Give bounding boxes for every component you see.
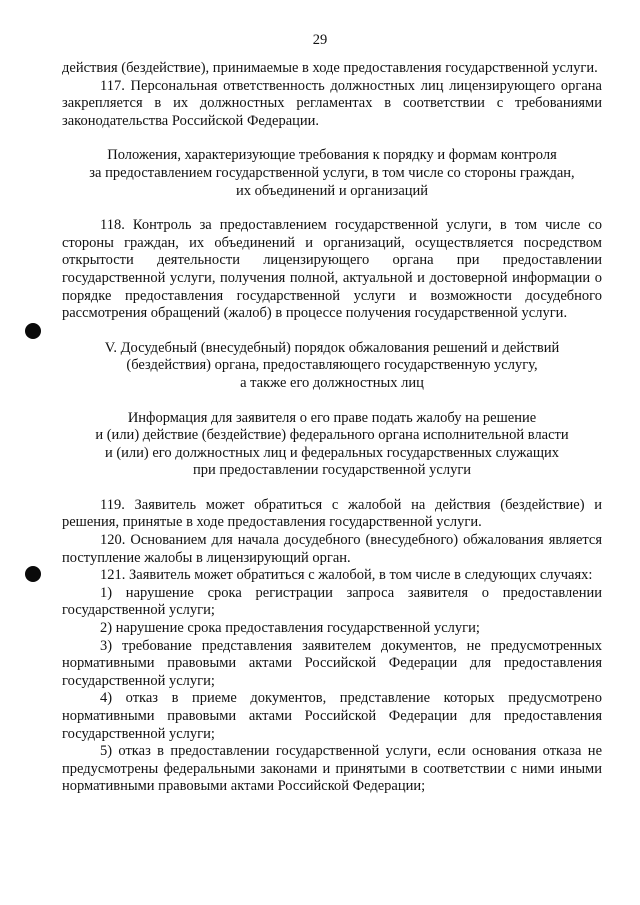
heading-line: при предоставлении государственной услуги — [192, 462, 472, 479]
heading-line: V. Досудебный (внесудебный) порядок обжалования решений и действий — [104, 339, 560, 356]
heading-line: их объединений и организаций — [235, 182, 429, 199]
section-heading-complaint-info — [62, 410, 602, 480]
page-number: 29 — [312, 32, 328, 48]
heading-line: Положения, характеризующие требования к порядку и формам контроля — [107, 147, 557, 164]
paragraph-117: 117. Персональная ответственность должностных лиц лицензирующего органа закрепляется в их должностных регламентах в соответствии с требованиями законодательства Российской Федерации. — [62, 77, 602, 129]
list-item-1: 1) нарушение срока регистрации запроса заявителя о предоставлении государственной услуги; — [62, 584, 602, 619]
section-heading-control — [62, 147, 602, 200]
heading-line: и (или) действие (бездействие) федерального органа исполнительной власти — [95, 427, 569, 444]
section-heading-chapter-v — [62, 340, 602, 393]
paragraph-120: 120. Основанием для начала досудебного (внесудебного) обжалования является поступление жалобы в лицензирующий орган. — [62, 532, 602, 566]
list-item-5: 5) отказ в предоставлении государственной услуги, если основания отказа не предусмотрены федеральными законами и принятыми в соответствии с ними иными нормативными правовыми актами Российской Федерации; — [62, 743, 602, 795]
paragraph-118: 118. Контроль за предоставлением государственной услуги, в том числе со стороны граждан, их объединений и организаций, осуществляется посредством открытости деятельности лицензирующего органа при предоставлении государственной услуги, получения полной, актуальной и достоверной информации о порядке предоставления государственной услуги и возможности досудебного рассмотрения обращений (жалоб) в процессе получения государственной услуги. — [62, 217, 602, 322]
paragraph-119: 119. Заявитель может обратиться с жалобой на действия (бездействие) и решения, принятые в ходе предоставления государственной услуги. — [62, 496, 602, 531]
heading-line: (бездействия) органа, предоставляющего государственную услугу, — [126, 357, 538, 374]
heading-line: Информация для заявителя о его праве подать жалобу на решение — [127, 409, 537, 426]
heading-line: за предоставлением государственной услуги, в том числе со стороны граждан, — [89, 164, 575, 181]
list-item-4: 4) отказ в приеме документов, представление которых предусмотрено нормативными правовыми актами Российской Федерации для предоставления государственной услуги; — [62, 690, 602, 742]
punch-hole-mark — [25, 323, 41, 339]
heading-line: и (или) его должностных лиц и федеральных государственных служащих — [104, 444, 560, 461]
list-item-3: 3) требование представления заявителем документов, не предусмотренных нормативными правовыми актами Российской Федерации для предоставления государственной услуги; — [62, 637, 602, 689]
paragraph-continuation: действия (бездействие), принимаемые в ходе предоставления государственной услуги. — [62, 60, 598, 76]
heading-line: а также его должностных лиц — [240, 374, 424, 391]
paragraph-121: 121. Заявитель может обратиться с жалобой, в том числе в следующих случаях: — [100, 567, 593, 584]
list-item-2: 2) нарушение срока предоставления государственной услуги; — [100, 620, 480, 637]
document-body — [62, 60, 602, 796]
punch-hole-mark — [25, 566, 41, 582]
